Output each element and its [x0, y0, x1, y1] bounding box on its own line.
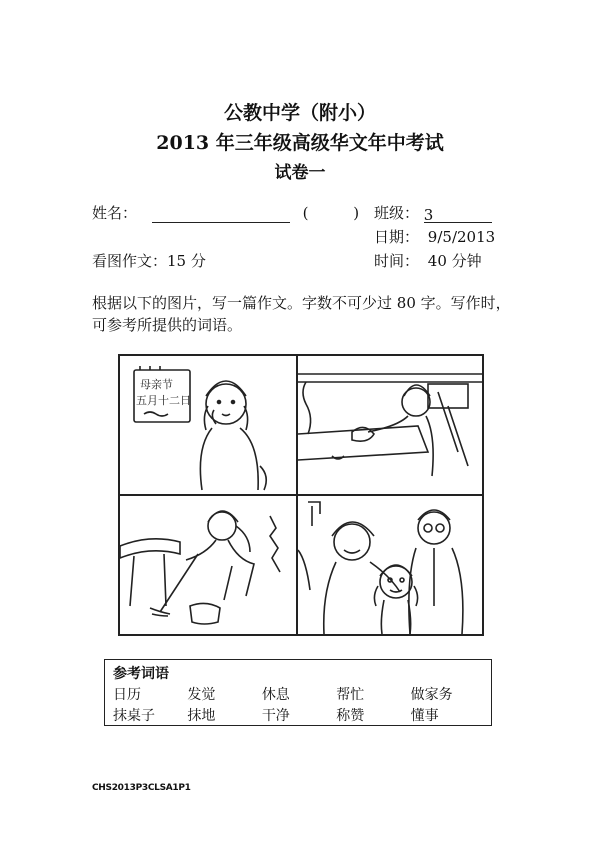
word: 发觉 — [187, 687, 216, 703]
name-field[interactable] — [152, 206, 290, 223]
reference-words-title: 参考词语 — [113, 666, 169, 682]
picture-3 — [120, 496, 296, 634]
word: 干净 — [261, 708, 290, 724]
task-label: 看图作文：15 分 — [92, 252, 206, 270]
date-label: 日期： — [374, 228, 420, 246]
calendar-text-2: 五月十二日 — [136, 394, 191, 407]
class-row — [374, 202, 492, 223]
word: 休息 — [261, 687, 290, 703]
class-value: 3 — [423, 206, 434, 224]
word: 抹地 — [187, 708, 216, 724]
time-label: 时间： — [374, 252, 420, 270]
time-value: 40 分钟 — [427, 252, 482, 270]
picture-1 — [120, 356, 296, 494]
school-title: 公教中学（附小） — [223, 102, 376, 124]
word: 日历 — [113, 687, 141, 703]
word: 懂事 — [410, 708, 439, 724]
word: 抹桌子 — [113, 708, 155, 724]
name-paren-open: ( — [302, 204, 309, 222]
word: 做家务 — [410, 687, 453, 703]
paper-title: 试卷一 — [274, 163, 326, 183]
date-value: 9/5/2013 — [427, 228, 496, 246]
picture-4 — [298, 496, 482, 634]
date-row — [374, 226, 495, 247]
word: 称赞 — [336, 708, 365, 724]
time-row — [374, 250, 482, 271]
picture-2 — [298, 356, 482, 494]
name-paren-close: ) — [353, 204, 360, 222]
exam-title: 2013 年三年级高级华文年中考试 — [156, 132, 444, 154]
class-field[interactable] — [424, 206, 492, 223]
reference-words-box — [104, 659, 492, 726]
instructions: 根据以下的图片，写一篇作文。字数不可少过 80 字。写作时，可参考所提供的词语。 — [92, 294, 511, 334]
calendar-text-1: 母亲节 — [140, 378, 173, 391]
picture-grid — [118, 354, 484, 636]
document-code: CHS2013P3CLSA1P1 — [92, 783, 191, 793]
class-label: 班级： — [374, 204, 420, 222]
name-label: 姓名： — [92, 204, 138, 222]
word: 帮忙 — [336, 687, 365, 703]
name-row — [92, 202, 359, 223]
word-row-2 — [113, 705, 485, 725]
word-row-1 — [113, 684, 485, 704]
